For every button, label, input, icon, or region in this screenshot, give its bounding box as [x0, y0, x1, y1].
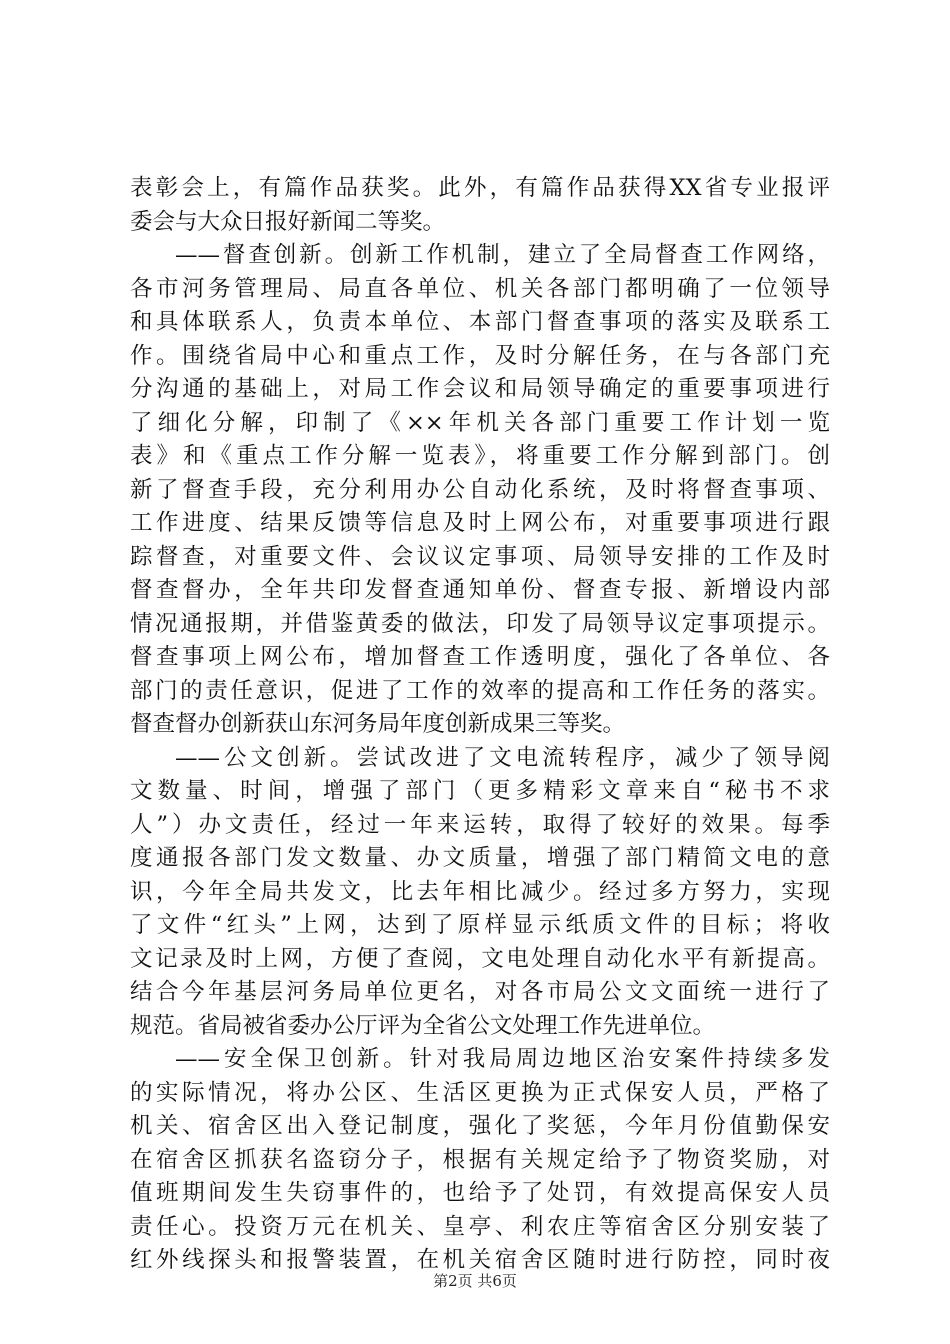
text-line: 的实际情况，将办公区、生活区更换为正式保安人员，严格了	[130, 1079, 830, 1106]
text-line: 和具体联系人，负责本单位、本部门督查事项的落实及联系工	[130, 309, 830, 335]
text-line: 了细化分解，印制了《××年机关各部门重要工作计划一览	[130, 409, 830, 436]
page-footer	[0, 1271, 950, 1291]
text-line: 新了督查手段，充分利用办公自动化系统，及时将督查事项、	[130, 476, 830, 503]
text-line: 督查督办创新获山东河务局年度创新成果三等奖。	[130, 711, 626, 737]
text-line: 表彰会上，有篇作品获奖。此外，有篇作品获得XX省专业报评	[130, 175, 830, 201]
text-line: 值班期间发生失窃事件的，也给予了处罚，有效提高保安人员	[130, 1180, 830, 1206]
text-line: 情况通报期，并借鉴黄委的做法，印发了局领导议定事项提示。	[130, 610, 830, 637]
text-line: 表》和《重点工作分解一览表》，将重要工作分解到部门。创	[130, 443, 830, 469]
text-line: 部门的责任意识，促进了工作的效率的提高和工作任务的落实。	[130, 677, 830, 704]
text-line: ——安全保卫创新。针对我局周边地区治安案件持续多发	[175, 1046, 830, 1072]
text-line: 在宿舍区抓获名盗窃分子，根据有关规定给予了物资奖励，对	[130, 1146, 830, 1173]
text-line: 规范。省局被省委办公厅评为全省公文处理工作先进单位。	[130, 1012, 716, 1039]
text-line: 踪督查，对重要文件、会议议定事项、局领导安排的工作及时	[130, 543, 830, 570]
text-line: 各市河务管理局、局直各单位、机关各部门都明确了一位领导	[130, 275, 830, 302]
text-line: 分沟通的基础上，对局工作会议和局领导确定的重要事项进行	[130, 376, 830, 402]
text-line: 工作进度、结果反馈等信息及时上网公布，对重要事项进行跟	[130, 510, 830, 536]
text-line: 作。围绕省局中心和重点工作，及时分解任务，在与各部门充	[130, 342, 830, 369]
text-line: 文数量、时间，增强了部门（更多精彩文章来自“秘书不求	[130, 778, 830, 804]
text-line: ——公文创新。尝试改进了文电流转程序，减少了领导阅	[175, 744, 830, 771]
text-line: 督查事项上网公布，增加督查工作透明度，强化了各单位、各	[130, 644, 830, 670]
text-line: 委会与大众日报好新闻二等奖。	[130, 208, 446, 235]
text-line: 文记录及时上网，方便了查阅，文电处理自动化水平有新提高。	[130, 945, 830, 972]
document-body	[130, 172, 830, 1278]
text-line: 识，今年全局共发文，比去年相比减少。经过多方努力，实现	[130, 878, 830, 905]
text-line: ——督查创新。创新工作机制，建立了全局督查工作网络，	[175, 242, 830, 268]
text-line: 责任心。投资万元在机关、皇亭、利农庄等宿舍区分别安装了	[130, 1213, 830, 1240]
text-line: 了文件“红头”上网，达到了原样显示纸质文件的目标；将收	[130, 912, 830, 938]
text-line: 结合今年基层河务局单位更名，对各市局公文文面统一进行了	[130, 979, 830, 1005]
text-line: 督查督办，全年共印发督查通知单份、督查专报、新增设内部	[130, 577, 830, 603]
text-line: 红外线探头和报警装置，在机关宿舍区随时进行防控，同时夜	[130, 1247, 830, 1273]
text-line: 度通报各部门发文数量、办文质量，增强了部门精简文电的意	[130, 845, 830, 871]
text-line: 人”）办文责任，经过一年来运转，取得了较好的效果。每季	[130, 811, 830, 838]
page-number-label: 第2页 共6页	[433, 1272, 517, 1290]
text-line: 机关、宿舍区出入登记制度，强化了奖惩，今年月份值勤保安	[130, 1113, 830, 1139]
